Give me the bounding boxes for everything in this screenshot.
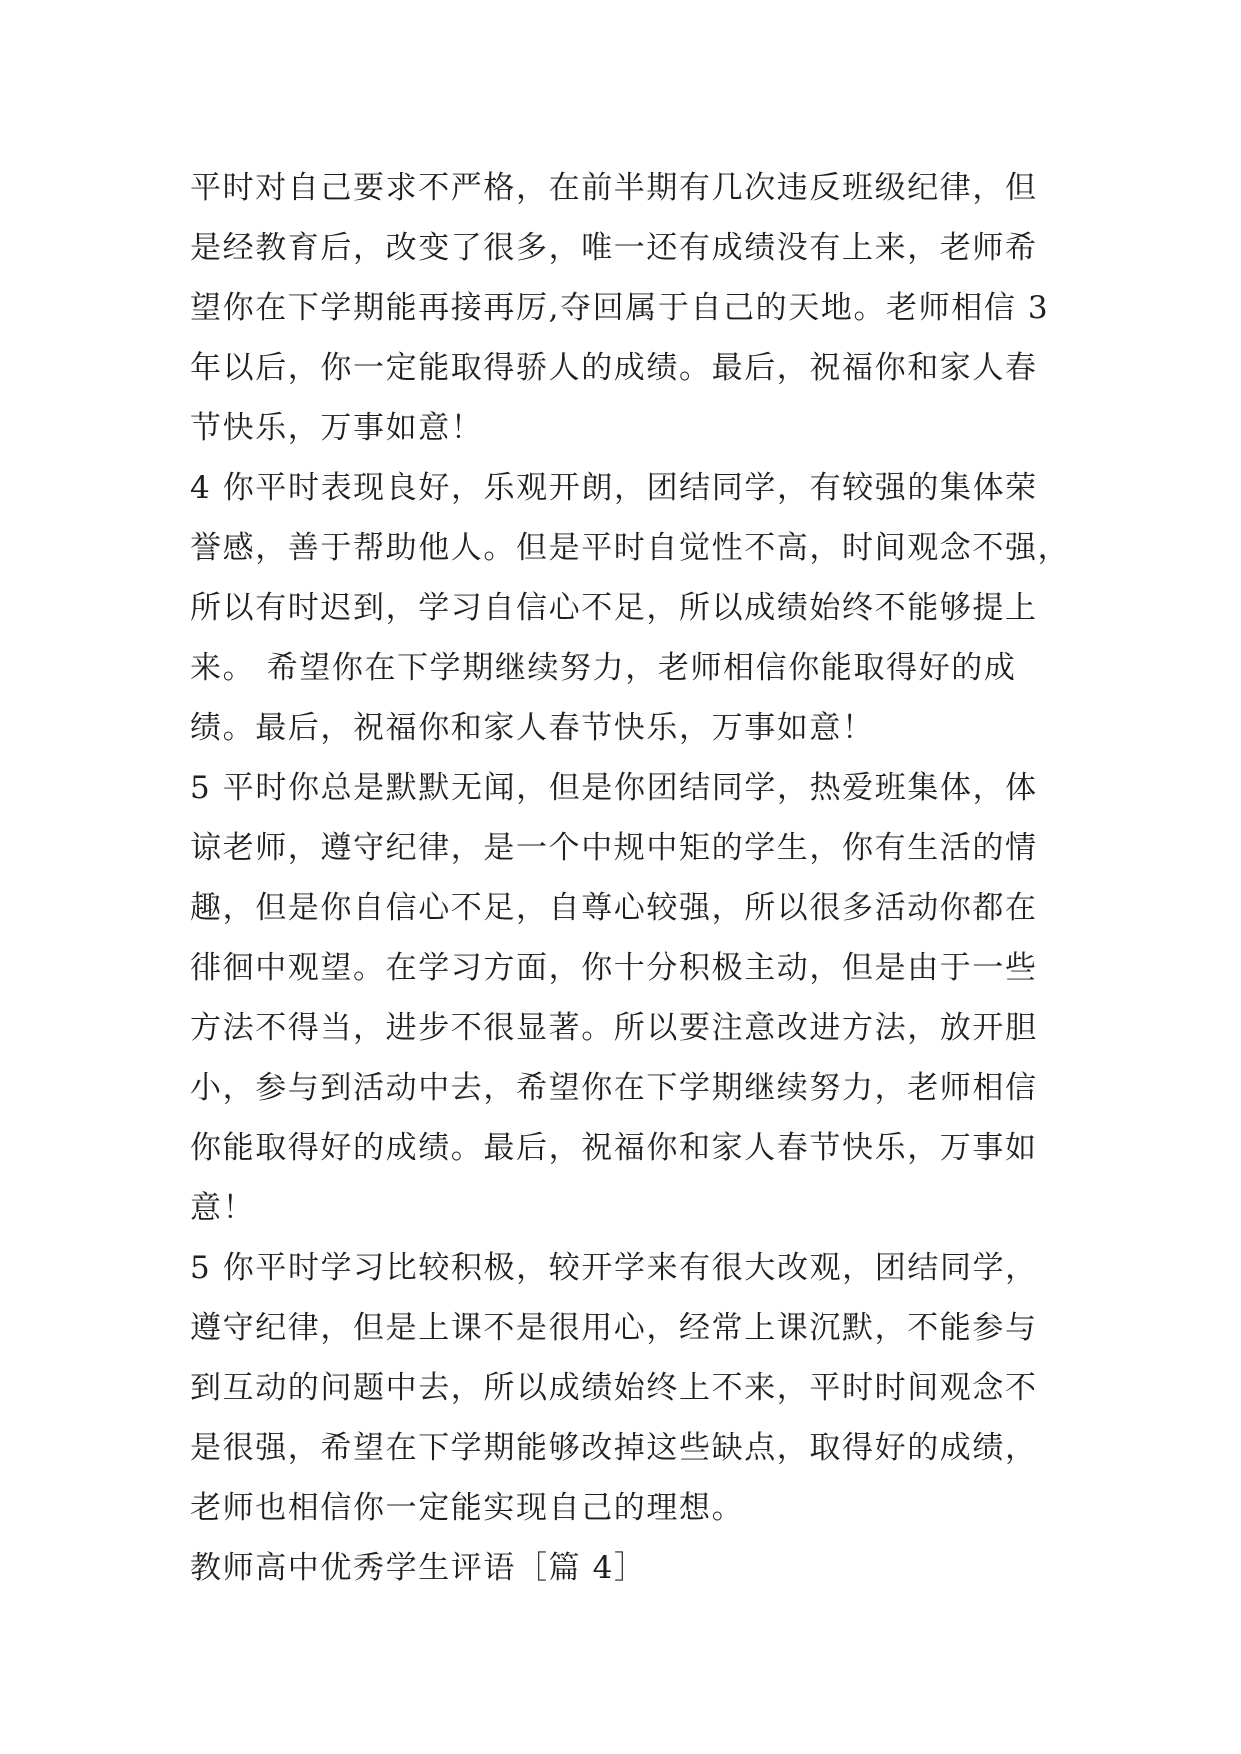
text-line: 5 平时你总是默默无闻，但是你团结同学，热爱班集体，体 (190, 770, 1038, 806)
text-line: 到互动的问题中去，所以成绩始终上不来，平时时间观念不 (190, 1370, 1038, 1406)
section-heading: 教师高中优秀学生评语［篇 4］ (190, 1550, 647, 1586)
text-line: 小，参与到活动中去，希望你在下学期继续努力，老师相信 (190, 1070, 1038, 1106)
text-line: 来。 希望你在下学期继续努力，老师相信你能取得好的成 (190, 650, 1017, 686)
text-line: 年以后，你一定能取得骄人的成绩。最后，祝福你和家人春 (190, 350, 1038, 386)
text-line: 平时对自己要求不严格，在前半期有几次违反班级纪律，但 (190, 170, 1038, 206)
text-line: 你能取得好的成绩。最后，祝福你和家人春节快乐，万事如 (190, 1130, 1038, 1166)
text-line: 老师也相信你一定能实现自己的理想。 (190, 1490, 745, 1526)
text-line: 4 你平时表现良好，乐观开朗，团结同学，有较强的集体荣 (190, 470, 1038, 506)
text-line: 意！ (190, 1190, 256, 1226)
text-line: 绩。最后，祝福你和家人春节快乐，万事如意！ (190, 710, 875, 746)
text-line: 徘徊中观望。在学习方面，你十分积极主动，但是由于一些 (190, 950, 1038, 986)
text-line: 5 你平时学习比较积极，较开学来有很大改观，团结同学， (190, 1250, 1038, 1286)
text-line: 遵守纪律，但是上课不是很用心，经常上课沉默，不能参与 (190, 1310, 1038, 1346)
text-line: 望你在下学期能再接再厉,夺回属于自己的天地。老师相信 3 (190, 290, 1050, 326)
text-line: 所以有时迟到，学习自信心不足，所以成绩始终不能够提上 (190, 590, 1038, 626)
document-body (190, 158, 1071, 1598)
text-line: 趣，但是你自信心不足，自尊心较强，所以很多活动你都在 (190, 890, 1038, 926)
text-line: 节快乐，万事如意！ (190, 410, 484, 446)
text-line: 是很强，希望在下学期能够改掉这些缺点，取得好的成绩， (190, 1430, 1038, 1466)
text-line: 方法不得当，进步不很显著。所以要注意改进方法，放开胆 (190, 1010, 1038, 1046)
text-line: 誉感，善于帮助他人。但是平时自觉性不高，时间观念不强， (190, 530, 1071, 566)
text-line: 谅老师，遵守纪律，是一个中规中矩的学生，你有生活的情 (190, 830, 1038, 866)
text-line: 是经教育后，改变了很多，唯一还有成绩没有上来，老师希 (190, 230, 1038, 266)
